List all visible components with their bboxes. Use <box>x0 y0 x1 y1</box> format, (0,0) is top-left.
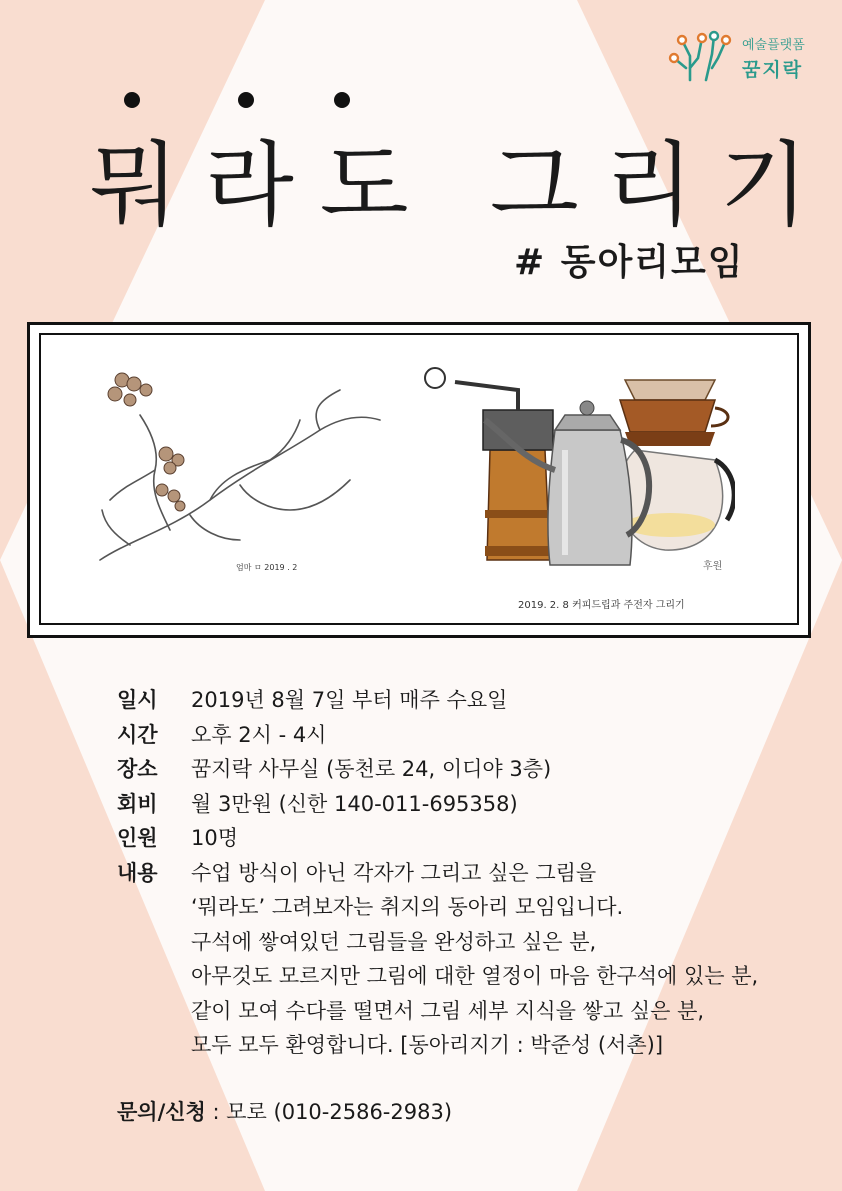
logo-subtitle: 예술플랫폼 <box>742 38 805 53</box>
content-line: 아무것도 모르지만 그림에 대한 열정이 마음 한구석에 있는 분, <box>191 964 759 988</box>
info-label: 회비 <box>117 791 158 816</box>
info-label: 일시 <box>117 688 158 712</box>
title-dot <box>334 92 350 108</box>
info-label: 장소 <box>117 757 158 781</box>
contact-value: 모로 (010-2586-2983) <box>226 1100 453 1124</box>
contact-separator: : <box>205 1100 227 1124</box>
info-value: 2019년 8월 7일 부터 매주 수요일 <box>191 688 508 712</box>
page-title: 뭐라도 그리기 <box>90 132 835 239</box>
right-art-signature: 후원 <box>703 561 723 572</box>
branch-drawing <box>70 360 390 580</box>
content-line: 같이 모여 수다를 떨면서 그림 세부 지식을 쌓고 싶은 분, <box>191 998 705 1023</box>
info-label: 인원 <box>117 826 158 850</box>
info-value: 월 3만원 (신한 140-011-695358) <box>191 791 518 816</box>
event-info <box>117 683 817 1063</box>
logo-name: 꿈지락 <box>742 59 804 81</box>
info-row-date <box>117 683 817 718</box>
content-line: 구석에 쌓여있던 그림들을 완성하고 싶은 분, <box>191 929 597 954</box>
info-row-people <box>117 821 817 856</box>
info-row-time <box>117 718 817 753</box>
coffee-drawing <box>415 360 735 590</box>
left-art-caption: 엄마 ㅁ 2019 . 2 <box>236 563 298 572</box>
right-art-caption: 2019. 2. 8 커피드립과 주전자 그리기 <box>518 600 685 611</box>
title-dot <box>238 92 254 108</box>
info-value: 꿈지락 사무실 (동천로 24, 이디야 3층) <box>191 757 552 781</box>
info-label: 시간 <box>117 722 158 747</box>
contact-line <box>117 1096 452 1126</box>
info-label: 내용 <box>117 860 158 885</box>
info-row-place <box>117 752 817 787</box>
content-line: 모두 모두 환영합니다. [동아리지기 : 박준성 (서촌)] <box>191 1033 664 1057</box>
content-line: ‘뭐라도’ 그려보자는 취지의 동아리 모임입니다. <box>191 895 624 919</box>
info-value: 오후 2시 - 4시 <box>191 722 327 747</box>
info-value <box>191 856 817 1063</box>
subtitle-hashtag: # 동아리모임 <box>514 242 745 283</box>
info-value: 10명 <box>191 826 239 850</box>
info-row-fee <box>117 787 817 822</box>
title-dot <box>124 92 140 108</box>
contact-label: 문의/신청 <box>117 1100 206 1124</box>
info-row-content <box>117 856 817 1063</box>
content-line: 수업 방식이 아닌 각자가 그리고 싶은 그림을 <box>191 860 597 885</box>
